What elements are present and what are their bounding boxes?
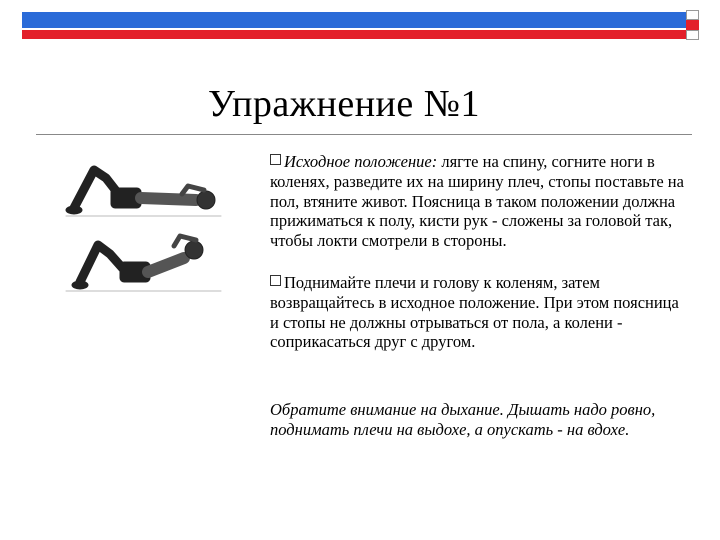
title-divider [36,134,692,135]
paragraph-starting-position [270,152,690,251]
square-bullet-icon [270,275,281,286]
breathing-note: Обратите внимание на дыхание. Дышать надо ровно, поднимать плечи на выдохе, а опускать - на вдохе. [270,400,656,439]
slide-title: Упражнение №1 [208,83,481,125]
square-bullet-icon [270,154,281,165]
corner-squares-decoration [686,10,700,40]
top-blue-bar [22,12,686,28]
exercise-illustration-icon [56,150,232,300]
starting-position-label: Исходное положение: [284,152,438,171]
slide-body [270,152,690,440]
starting-position-text: лягте на спину, согните ноги в коленях, разведите их на ширину плеч, стопы поставьте на пол, втяните живот. Поясница в таком положении должна прижиматься к полу, кисти рук - сложены за головой так, чтобы локти смотрели в стороны. [270,152,684,251]
top-red-bar [22,30,686,39]
movement-text: Поднимайте плечи и голову к коленям, затем возвращайтесь в исходное положение. При этом поясница и стопы не должны отрываться от пола, а колени - соприкасаться друг с другом. [270,272,679,352]
paragraph-movement [270,273,690,352]
